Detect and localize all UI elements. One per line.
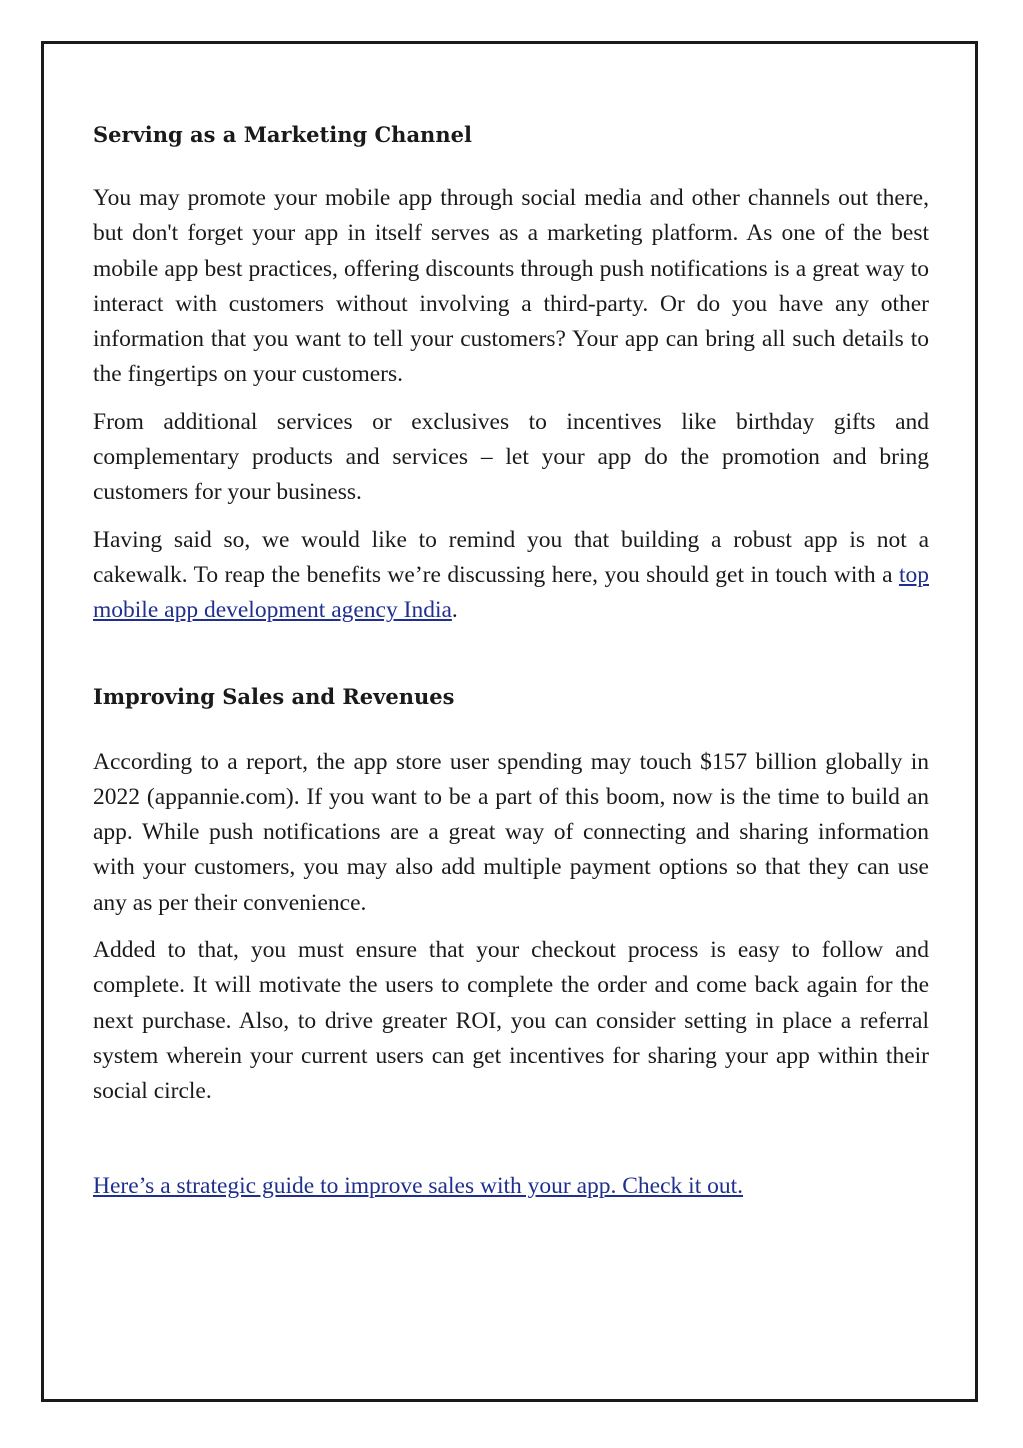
paragraph: Added to that, you must ensure that your checkout process is easy to follow and complete. It will motivate the users to complete the order and come back again for the next purchase. Also, to drive greater ROI, you can consider setting in place a referral system wherein your current users can get incentives for sharing your app within their social circle. (93, 937, 929, 1105)
agency-link[interactable]: top mobile app development agency India (93, 561, 929, 624)
paragraph: According to a report, the app store user spending may touch $157 billion globally in 2022 (appannie.com). If you want to be a part of this boom, now is the time to build an app. While push notifications are a great way of connecting and sharing information with your customers, you may also add multiple payment options so that they can use any as per their convenience. (93, 748, 929, 916)
paragraph-with-link (93, 523, 929, 629)
section-heading-sales-revenues: Improving Sales and Revenues (93, 683, 455, 709)
guide-link-paragraph (93, 1169, 929, 1204)
paragraph-text: . (451, 597, 458, 624)
strategic-guide-link[interactable]: Here’s a strategic guide to improve sales with your app. Check it out. (93, 1172, 744, 1199)
paragraph: You may promote your mobile app through social media and other channels out there, but don't forget your app in itself serves as a marketing platform. As one of the best mobile app best practices, offering discounts through push notifications is a great way to interact with customers without involving a third-party. Or do you have any other information that you want to tell your customers? Your app can bring all such details to the fingertips on your customers. (93, 185, 929, 388)
document-body (93, 120, 929, 1204)
paragraph-text: Having said so, we would like to remind you that building a robust app is not a cakewalk. To reap the benefits we’re discussing here, you should get in touch with a (93, 526, 929, 588)
paragraph: From additional services or exclusives to incentives like birthday gifts and complementary products and services – let your app do the promotion and bring customers for your business. (93, 408, 929, 506)
section-heading-marketing-channel: Serving as a Marketing Channel (93, 122, 472, 147)
